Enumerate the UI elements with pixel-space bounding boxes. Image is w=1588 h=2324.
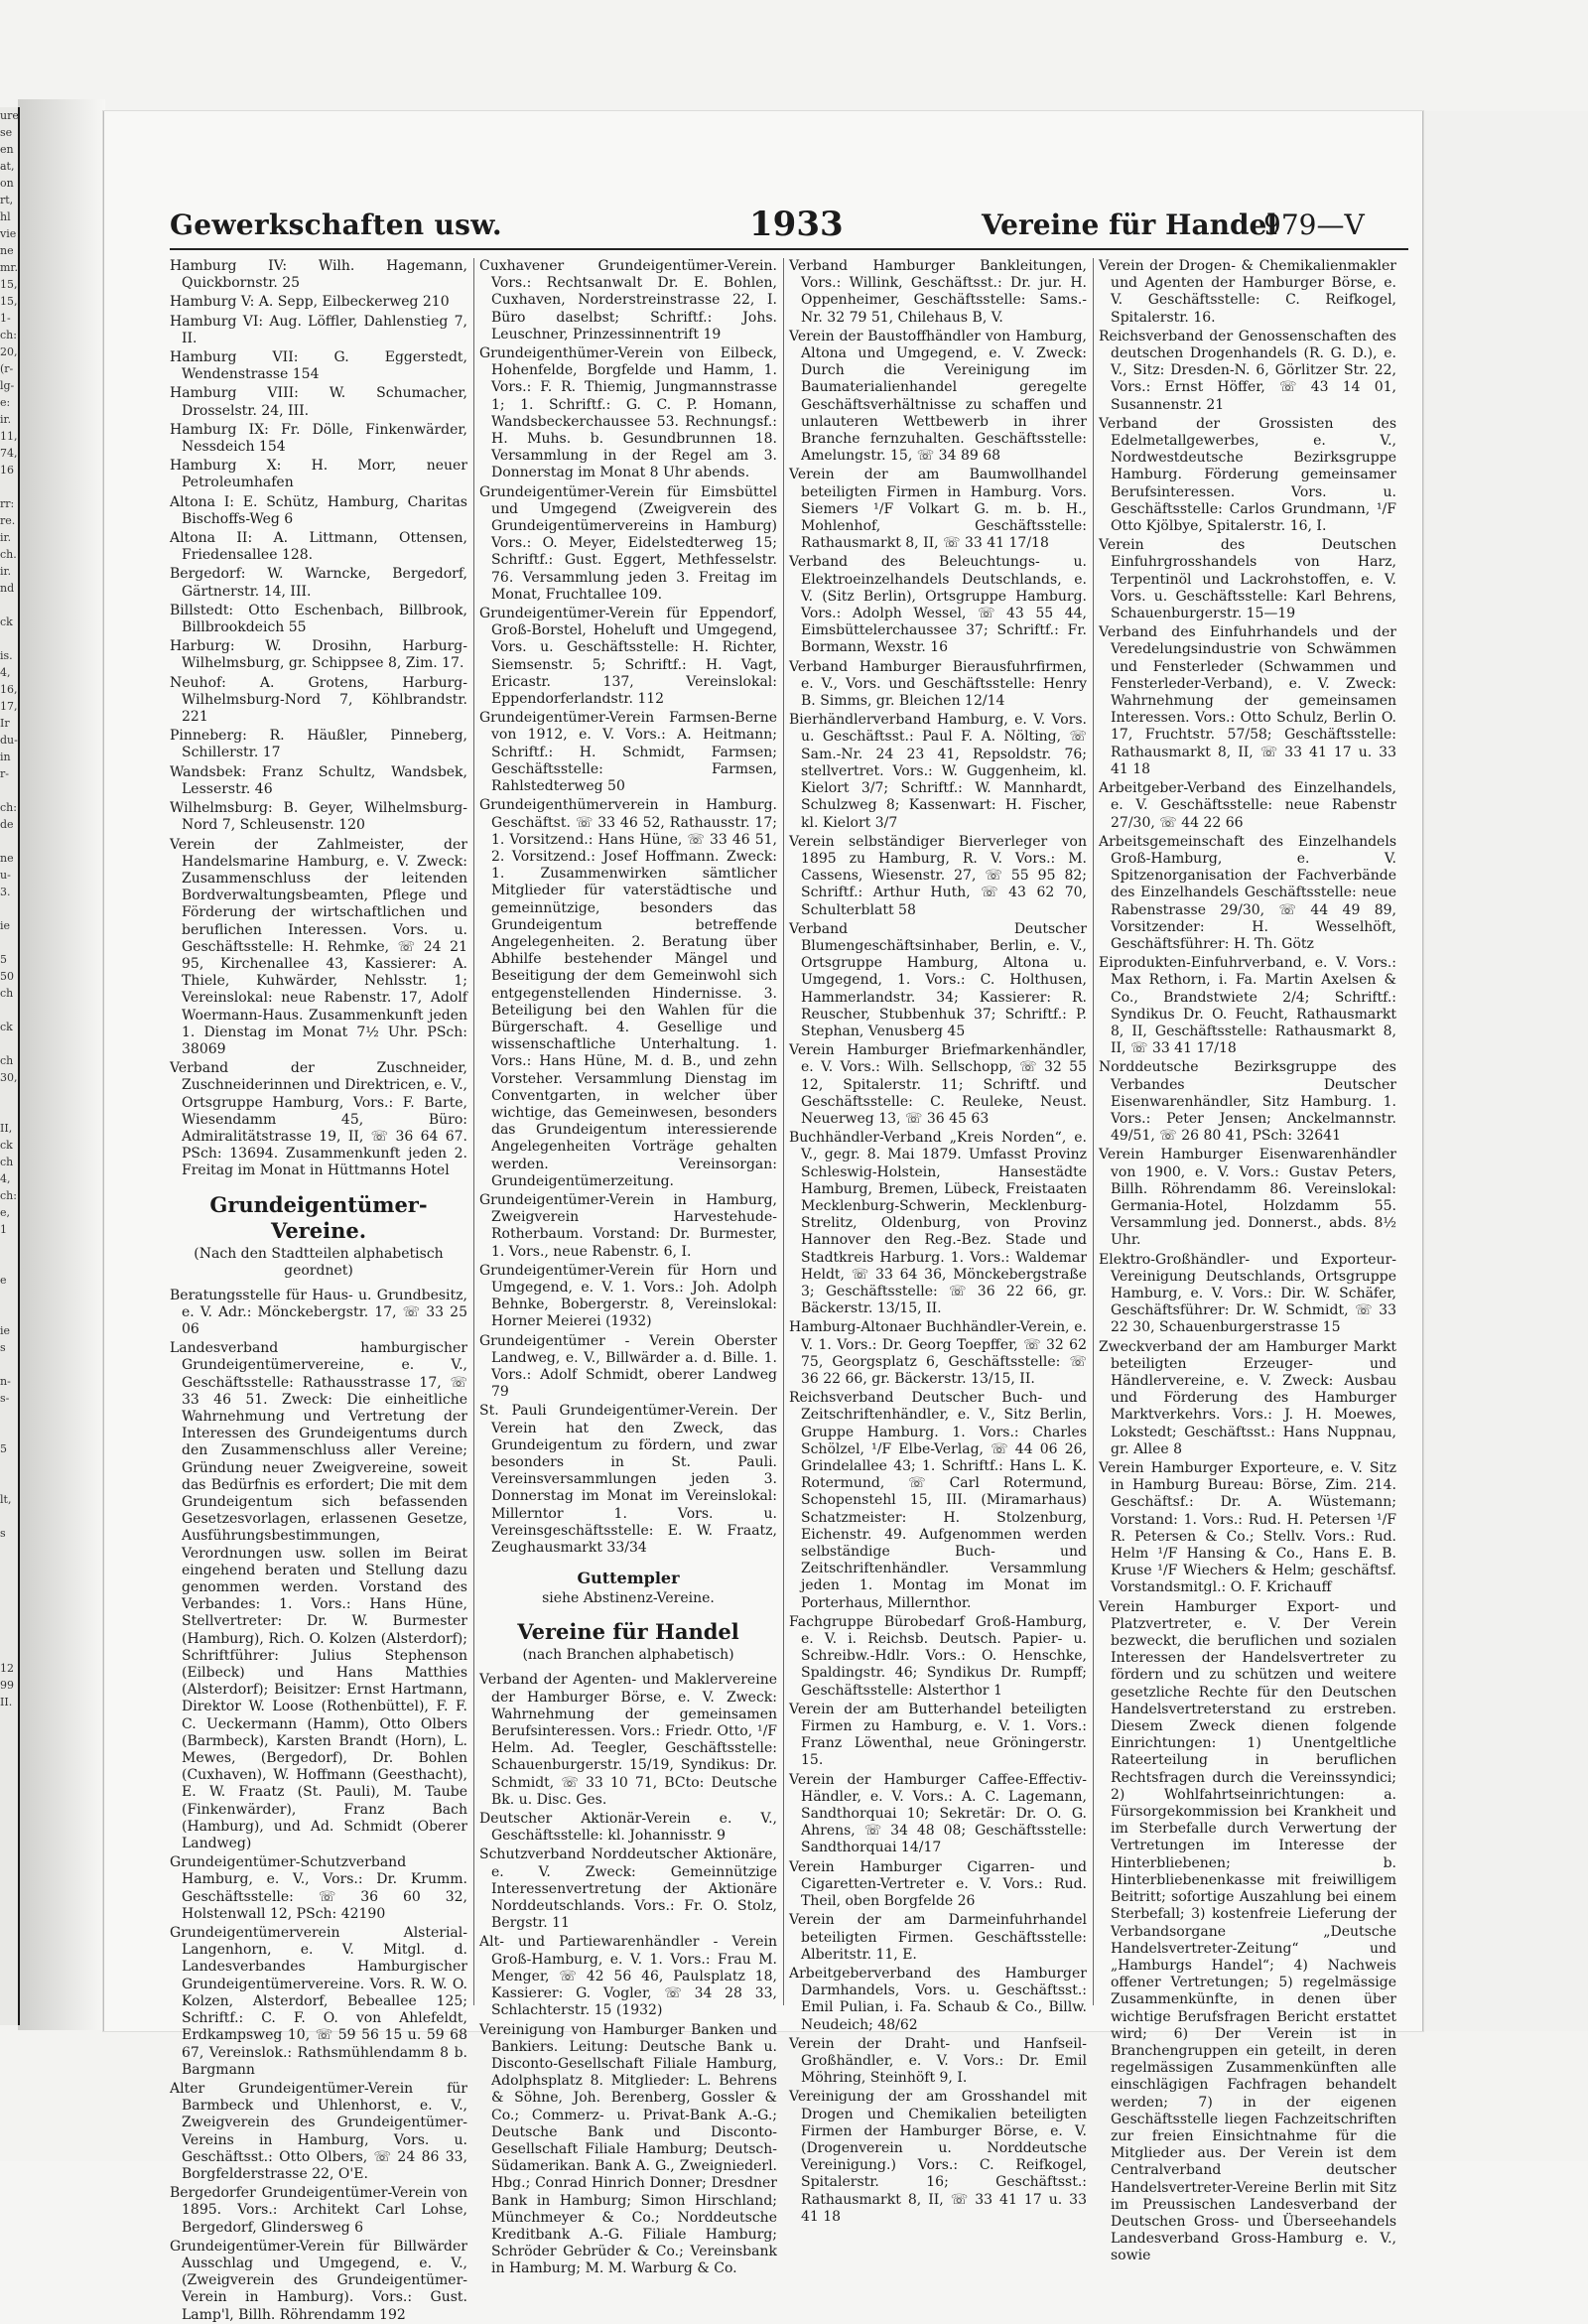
column-3-entries [789, 258, 1087, 2226]
directory-entry: Buchhändler-Verband „Kreis Norden“, e. V., gegr. 8. Mai 1879. Umfasst Provinz Schleswig-Holstein, Hansestädte Hamburg, Bremen, Lübeck, Freistaaten Mecklenburg-Schwerin, Mecklenburg-Strelitz, Oldenburg, von Provinz Hannover den Reg.-Bez. Stade und Stadtkreis Harburg. 1. Vors.: Waldemar Heldt, ☏ 33 64 36, Mönckebergstraße 3; Geschäftsstelle: ☏ 36 22 66, gr. Bäckerstr. 13/15, II. [789, 1130, 1087, 1317]
edge-fragment: 5 [0, 953, 7, 966]
directory-entry: Grundeigentümer-Verein für Billwärder Ausschlag und Umgegend, e. V., (Zweigverein des Grundeigentümer-Verein in Hamburg). Vors.: Gust. Lamp'l, Billh. Röhrendamm 192 [170, 2238, 467, 2323]
edge-fragment: r- [0, 767, 9, 780]
directory-entry: Cuxhavener Grundeigentümer-Verein. Vors.: Rechtsanwalt Dr. E. Bohlen, Cuxhaven, Norderstreinstrasse 22, I. Büro daselbst; Schriftf.: Johs. Leuschner, Prinzessinnentrift 19 [479, 258, 777, 342]
directory-entry: Hamburg-Altonaer Buchhändler-Verein, e. V. 1. Vors.: Dr. Georg Toepffer, ☏ 32 62 75, Georgsplatz 6, Geschäftsstelle: ☏ 36 22 66, gr. Bäckerstr. 13/15, II. [789, 1319, 1087, 1387]
edge-fragment: in [0, 751, 11, 763]
edge-fragment [0, 833, 18, 850]
directory-entry: Verband Hamburger Bankleitungen, Vors.: Willink, Geschäftsst.: Dr. jur. H. Oppenheimer, Geschäftsstelle: Sams.-Nr. 32 79 51, Chilehaus B, V. [789, 258, 1087, 326]
directory-entry: Billstedt: Otto Eschenbach, Billbrook, Billbrookdeich 55 [170, 602, 467, 636]
edge-fragment: 5 [0, 1442, 7, 1455]
directory-entry: Verein Hamburger Exporteure, e. V. Sitz in Hamburg Bureau: Börse, Zim. 214. Geschäftsf.: Dr. A. Wüstemann; Vorstand: 1. Vors.: Rud. H. Petersen ¹/F R. Petersen & Co.; Stellv. Vors.: Rud. Helm ¹/F Hansing & Co., Hans E. B. Kruse ¹/F Wiechers & Helm; geschäftsf. Vorstandsmitgl.: O. F. Krichauff [1099, 1460, 1396, 1596]
edge-fragment: 4, [0, 1172, 11, 1185]
directory-entry: Verein der Baustoffhändler von Hamburg, Altona und Umgegend, e. V. Zweck: Durch die Vereinigung im Baumaterialienhandel geregelte Geschäftsverhältnisse zu schaffen und unlauteren Wettbewerb in ihrer Branche fernzuhalten. Geschäftsstelle: Amelungstr. 15, ☏ 34 89 68 [789, 328, 1087, 465]
edge-fragment: II. [0, 1696, 13, 1709]
edge-fragment: ir. [0, 531, 12, 544]
edge-fragment [0, 934, 18, 951]
edge-fragment: hl [0, 210, 11, 223]
directory-entry: Verband Deutscher Blumengeschäftsinhaber, Berlin, e. V., Ortsgruppe Hamburg, Altona u. Umgegend, 1. Vors.: C. Holthusen, Hammerlandstr. 34; Kassierer: R. Reuscher, Stubbenhuk 37; Schriftf.: P. Stephan, Venusberg 45 [789, 920, 1087, 1039]
directory-entry: Verband der Agenten- und Maklervereine der Hamburger Börse, e. V. Zweck: Wahrnehmung der gemeinsamen Berufsinteressen. Vors.: Friedr. Otto, ¹/F Helm. Ad. Teegler, Geschäftsstelle: Schauenburgerstr. 15/19, Syndikus: Dr. Schmidt, ☏ 33 10 71, BCto: Deutsche Bk. u. Disc. Ges. [479, 1672, 777, 1808]
edge-fragment [0, 1559, 18, 1575]
column-divider [473, 258, 474, 2005]
edge-fragment: ch: [0, 329, 17, 342]
edge-fragment [0, 1474, 18, 1491]
directory-entry: Wandsbek: Franz Schultz, Wandsbek, Lesserstr. 46 [170, 763, 467, 797]
directory-entry: Hamburg IX: Fr. Dölle, Finkenwärder, Nessdeich 154 [170, 421, 467, 456]
column-1-entries [170, 258, 467, 1180]
edge-fragment: II, [0, 1122, 13, 1135]
edge-fragment: ch: [0, 801, 17, 814]
edge-fragment [0, 1086, 18, 1103]
edge-fragment [0, 1305, 18, 1322]
directory-entry: Hamburg VIII: W. Schumacher, Drosselstr. 24, III. [170, 385, 467, 419]
column-4 [1099, 258, 1396, 2264]
edge-fragment: 12 [0, 1662, 14, 1675]
header-year: 1933 [749, 205, 844, 244]
edge-fragment: re. [0, 514, 16, 527]
edge-fragment: s [0, 1527, 6, 1540]
edge-fragment: ch [0, 987, 14, 1000]
directory-entry: Wilhelmsburg: B. Geyer, Wilhelmsburg-Nord 7, Schleusenstr. 120 [170, 800, 467, 834]
directory-entry: Verband des Einfuhrhandels und der Veredelungsindustrie von Schwämmen und Fensterleder (Schwammen und Fensterleder-Verband), e. V. Zweck: Wahrnehmung der gemeinsamen Interessen. Vors.: Otto Schulz, Berlin O. 17, Fruchtstr. 57/58; Geschäftsstelle: Rathausmarkt 8, II, ☏ 33 41 17 u. 33 41 18 [1099, 624, 1396, 777]
edge-fragment [0, 1238, 18, 1255]
directory-entry: Verein der Drogen- & Chemikalienmakler und Agenten der Hamburger Börse, e. V. Geschäftsstelle: C. Reifkogel, Spitalerstr. 16. [1099, 258, 1396, 326]
edge-fragment [0, 1609, 18, 1626]
directory-entry: St. Pauli Grundeigentümer-Verein. Der Verein hat den Zweck, das Grundeigentum zu fördern, und zwar besonders in St. Pauli. Vereinsversammlungen jeden 3. Donnerstag im Monat im Vereinslokal: Millerntor 1. Vors. u. Vereinsgeschäftsstelle: E. W. Fraatz, Zeughausmarkt 33/34 [479, 1403, 777, 1557]
edge-fragment: e [0, 1274, 7, 1287]
directory-entry: Reichsverband der Genossenschaften des deutschen Drogenhandels (R. G. D.), e. V., Sitz: Dresden-N. 6, Görlitzer Str. 22, Vors.: Ernst Höffer, ☏ 43 14 01, Susannenstr. 21 [1099, 328, 1396, 413]
directory-entry: Hamburg VI: Aug. Löffler, Dahlenstieg 7, II. [170, 313, 467, 346]
directory-entry: Alt- und Partiewarenhändler - Verein Groß-Hamburg, e. V. 1. Vors.: Frau M. Menger, ☏ 42 56 46, Paulsplatz 18, Kassierer: G. Vogler, ☏ 34 28 33, Schlachterstr. 15 (1932) [479, 1934, 777, 2019]
directory-entry: Verband der Grossisten des Edelmetallgewerbes, e. V., Nordwestdeutsche Bezirksgruppe Hamburg. Förderung gemeinsamer Berufsinteressen. Vors. u. Geschäftsstelle: Carlos Grundmann, ¹/F Otto Kjölbye, Spitalerstr. 16, I. [1099, 415, 1396, 535]
edge-fragment [0, 782, 18, 799]
directory-entry: Grundeigentümer-Verein in Hamburg, Zweigverein Harvestehude-Rotherbaum. Vorstand: Dr. Burmester, 1. Vors., neue Rabenstr. 6, I. [479, 1191, 777, 1260]
edge-fragment [0, 1356, 18, 1373]
left-page-edge-text [0, 107, 18, 2025]
directory-entry: Grundeigentümer-Verein für Eppendorf, Groß-Borstel, Hoheluft und Umgegend, Vors. u. Geschäftsstelle: H. Richter, Siemsenstr. 5; Schriftf.: H. Vagt, Ericastr. 137, Vereinslokal: Eppendorferlandstr. 112 [479, 606, 777, 708]
directory-entry: Grundeigentümer - Verein Oberster Landweg, e. V., Billwärder a. d. Bille. 1. Vors.: Adolf Schmidt, oberer Landweg 79 [479, 1332, 777, 1401]
directory-entry: Verein der am Darmeinfuhrhandel beteiligten Firmen. Geschäftsstelle: Alberitstr. 11, E. [789, 1912, 1087, 1963]
edge-fragment: ne [0, 852, 14, 865]
right-margin [1421, 111, 1588, 2031]
column-divider [1093, 258, 1094, 2005]
directory-entry: Verein der Zahlmeister, der Handelsmarine Hamburg, e. V. Zweck: Zusammenschluss der leitenden Bordverwaltungsbeamten, Pflege und Förderung der wirtschaftlichen und beruflichen Interessen. Vors. u. Geschäftsstelle: H. Rehmke, ☏ 24 21 95, Kirchenallee 43, Kassierer: A. Thiele, Kuhwärder, Nehlsstr. 1; Vereinslokal: neue Rabenstr. 17, Adolf Woermann-Haus. Zusammenkunft jeden 1. Dienstag im Monat 7½ Uhr. PSch: 38069 [170, 836, 467, 1057]
edge-fragment [0, 597, 18, 614]
edge-fragment [0, 1255, 18, 1272]
guttempler-reference: siehe Abstinenz-Vereine. [542, 1590, 715, 1607]
left-page-edge [0, 107, 20, 2025]
edge-fragment [0, 1035, 18, 1052]
directory-entry: Pinneberg: R. Häußler, Pinneberg, Schillerstr. 17 [170, 728, 467, 761]
edge-fragment: lg- [0, 379, 15, 392]
column-4-entries [1099, 258, 1396, 2265]
directory-entry: Verein Hamburger Cigarren- und Cigaretten-Vertreter e. V. Vors.: Rud. Theil, oben Borgfelde 26 [789, 1858, 1087, 1910]
directory-entry: Deutscher Aktionär-Verein e. V., Geschäftsstelle: kl. Johannisstr. 9 [479, 1811, 777, 1845]
page-number: 979—V [1263, 208, 1365, 241]
directory-entry: Bergedorfer Grundeigentümer-Verein von 1895. Vors.: Architekt Carl Lohse, Bergedorf, Glindersweg 6 [170, 2185, 467, 2236]
column-2-entries [479, 258, 777, 1557]
edge-fragment: 1- [0, 312, 11, 325]
directory-entry: Verein der Draht- und Hanfseil-Großhändler, e. V. Vors.: Dr. Emil Möhring, Steinhöft 9, I. [789, 2035, 1087, 2087]
column-3 [789, 258, 1087, 2225]
edge-fragment [0, 1457, 18, 1474]
directory-entry: Arbeitgeberverband des Hamburger Darmhandels, Vors. u. Geschäftsst.: Emil Pulian, i. Fa. Schaub & Co., Billw. Neudeich; 48/62 [789, 1965, 1087, 2033]
page-gutter-shadow [18, 99, 105, 2030]
edge-fragment: ck [0, 1139, 13, 1152]
directory-entry: Verband Hamburger Bierausfuhrfirmen, e. V., Vors. und Geschäftsstelle: Henry B. Simms, gr. Bleichen 12/14 [789, 658, 1087, 710]
directory-entry: Fachgruppe Bürobedarf Groß-Hamburg, e. V. i. Reichsb. Deutsch. Papier- u. Schreibw.-Hdlr. Vors.: O. Henschke, Spaldingstr. 46; Syndikus Dr. Rumpff; Geschäftsstelle: Alsterthor 1 [789, 1613, 1087, 1699]
directory-entry: Grundeigenthümerverein in Hamburg. Geschäftst. ☏ 33 46 52, Rathausstr. 17; 1. Vorsitzend.: Hans Hüne, ☏ 33 46 51, 2. Vorsitzend.: Josef Hoffmann. Zweck: 1. Zusammenwirken sämtlicher Mitglieder für vaterstädtische und gemeinnützige, besonders das Grundeigentum betreffende Angelegenheiten. 2. Beratung über Abhilfe bestehender Mängel und Beseitigung der dem Gemeinwohl sich entgegenstellenden Hindernisse. 3. Beteiligung bei den Wahlen für die Bürgerschaft. 4. Gesellige und wissenschaftliche Unterhaltung. 1. Vors.: Hans Hüne, M. d. B., und zehn Vorsteher. Versammlung Dienstag im Conventgarten, in welcher über wichtige, das Gemeinwesen, besonders das Grundeigentum interessierende Angelegenheiten Vorträge gehalten werden. Vereinsorgan: Grundeigentümerzeitung. [479, 797, 777, 1189]
edge-fragment: vie [0, 227, 17, 240]
edge-fragment: 15, [0, 295, 18, 308]
directory-entry: Altona II: A. Littmann, Ottensen, Friedensallee 128. [170, 530, 467, 564]
edge-fragment: ie [0, 919, 11, 932]
edge-fragment [0, 1407, 18, 1424]
directory-entry: Verein Hamburger Briefmarkenhändler, e. V. Vors.: Wilh. Sellschopp, ☏ 32 55 12, Spitalerstr. 11; Schriftf. und Geschäftsstelle: C. Reuleke, Neust. Neuerweg 13, ☏ 36 45 63 [789, 1042, 1087, 1127]
edge-fragment: n- [0, 1375, 11, 1388]
section-subtitle-grundeigentuemer: (Nach den Stadtteilen alphabetisch geordnet) [194, 1245, 444, 1279]
section-title-handel: Vereine für Handel [517, 1619, 739, 1645]
directory-entry: Grundeigentümer-Verein für Horn und Umgegend, e. V. 1. Vors.: Joh. Adolph Behnke, Bobergerstr. 8, Vereinslokal: Horner Meierei (1932) [479, 1262, 777, 1330]
edge-fragment: 3. [0, 886, 11, 898]
directory-entry: Vereinigung von Hamburger Banken und Bankiers. Leitung: Deutsche Bank u. Disconto-Gesellschaft Filiale Hamburg, Adolphsplatz 8. Mitglieder: L. Behrens & Söhne, Joh. Berenberg, Gossler & Co.; Commerz- u. Privat-Bank A.-G.; Deutsche Bank und Disconto-Gesellschaft Filiale Hamburg; Deutsch-Südamerikan. Bank A. G., Zweigniederl. Hbg.; Conrad Hinrich Donner; Dresdner Bank in Hamburg; Simon Hirschland; Münchmeyer & Co.; Norddeutsche Kreditbank A.-G. Filiale Hamburg; Schröder Gebrüder & Co.; Vereinsbank in Hamburg; M. M. Warburg & Co. [479, 2021, 777, 2277]
edge-fragment: 30, [0, 1071, 18, 1084]
column-2-handel-entries [479, 1672, 777, 2277]
edge-fragment: se [0, 126, 13, 139]
edge-fragment: rt, [0, 194, 14, 206]
directory-entry: Reichsverband Deutscher Buch- und Zeitschriftenhändler, e. V., Sitz Berlin, Gruppe Hamburg. 1. Vors.: Charles Schölzel, ¹/F Elbe-Verlag, ☏ 44 06 26, Grindelallee 43; 1. Schriftf.: Hans L. K. Rotermund, ☏ Carl Rotermund, Schopenstehl 15, III. (Miramarhaus) Schatzmeister: H. Stolzenburg, Eichenstr. 49. Aufgenommen werden selbständige Buch- und Zeitschriftenhändler. Versammlung jeden 1. Montag im Monat im Porterhaus, Millernthor. [789, 1390, 1087, 1611]
directory-entry: Hamburg V: A. Sepp, Eilbeckerweg 210 [170, 294, 450, 311]
section-title-guttempler: Guttempler [577, 1569, 680, 1588]
edge-fragment [0, 1626, 18, 1643]
directory-entry: Verein Hamburger Export- und Platzvertreter, e. V. Der Verein bezweckt, die beruflichen und sozialen Interessen der Handelsvertreter zu fördern und zu schützen und weitere gesetzliche Rechte für den Deutschen Handelsvertreterstand zu erstreben. Diesem Zweck dienen folgende Einrichtungen: 1) Unentgeltliche Rateerteilung in beruflichen Rechtsfragen durch die Vereinssyndici; 2) Wohlfahrtseinrichtungen: a. Fürsorgekommission bei Krankheit und im Sterbefalle durch Verwertung der Vertretungen im Interesse der Hinterbliebenen; b. Hinterbliebenenkasse mit freiwilligem Beitritt; sofortige Auszahlung bei einem Sterbefall; 3) kostenfreie Lieferung der Verbandsorgane „Deutsche Handelsvertreter-Zeitung“ und „Hamburgs Handel“; 4) Nachweis offener Vertretungen; 5) regelmässige Zusammenkünfte, in denen über wichtige Berufsfragen Bericht erstattet wird; 6) Der Verein ist in Branchengruppen ein geteilt, in deren regelmässigen Zusammenkünften alle einschlägigen Fachfragen behandelt werden; 7) in der eigenen Geschäftsstelle liegen Fachzeitschriften zur freien Einsichtnahme für die Mitglieder aus. Der Verein ist dem Centralverband deutscher Handelsvertreter-Vereine Berlin mit Sitz im Preussischen Landesverband der Deutschen Gross- und Überseehandels Landesverband Gross-Hamburg e. V., sowie [1099, 1598, 1396, 2264]
directory-entry: Alter Grundeigentümer-Verein für Barmbeck und Uhlenhorst, e. V., Zweigverein des Grundeigentümer-Vereins in Hamburg, Vors. u. Geschäftsst.: Otto Olbers, ☏ 24 86 33, Borgfelderstrasse 22, O'E. [170, 2080, 467, 2182]
edge-fragment [0, 1103, 18, 1120]
edge-fragment [0, 1002, 18, 1019]
edge-fragment: Ir [0, 717, 10, 730]
directory-entry: Eiprodukten-Einfuhrverband, e. V. Vors.: Max Rethorn, i. Fa. Martin Axelsen & Co., Brandstwiete 2/4; Schriftf.: Syndikus Dr. O. Feucht, Rathausmarkt 8, II, Geschäftsstelle: Rathausmarkt 8, II, ☏ 33 41 17/18 [1099, 955, 1396, 1057]
directory-entry: Vereinigung der am Grosshandel mit Drogen und Chemikalien beteiligten Firmen der Hamburger Börse, e. V. (Drogenverein u. Norddeutsche Vereinigung.) Vors.: C. Reifkogel, Spitalerstr. 16; Geschäftsst.: Rathausmarkt 8, II, ☏ 33 41 17 u. 33 41 18 [789, 2089, 1087, 2225]
directory-entry: Arbeitgeber-Verband des Einzelhandels, e. V. Geschäftsstelle: neue Rabenstr 27/30, ☏ 44 22 66 [1099, 780, 1396, 831]
directory-entry: Norddeutsche Bezirksgruppe des Verbandes Deutscher Eisenwarenhändler, Sitz Hamburg. 1. Vors.: Peter Jensen; Anckelmannstr. 49/51, ☏ 26 80 41, PSch: 32641 [1099, 1059, 1396, 1145]
directory-entry: Bierhändlerverband Hamburg, e. V. Vors. u. Geschäftsst.: Paul F. A. Nölting, ☏ Sam.-Nr. 24 23 41, Repsoldstr. 76; stellvertret. Vors.: W. Guggenheim, kl. Kielort 3/7; Schriftf.: W. Mannhardt, Schulzweg 8; Kassenwart: H. Fischer, kl. Kielort 3/7 [789, 712, 1087, 831]
edge-fragment [0, 900, 18, 917]
directory-entry: Neuhof: A. Grotens, Harburg-Wilhelmsburg-Nord 7, Köhlbrandstr. 221 [170, 674, 467, 726]
edge-fragment: en [0, 143, 14, 156]
edge-fragment: at, [0, 160, 15, 173]
header-section-left: Gewerkschaften usw. [170, 208, 502, 241]
edge-fragment: mr. [0, 261, 18, 274]
edge-fragment [0, 1542, 18, 1559]
edge-fragment [0, 478, 18, 495]
directory-entry: Verein der Hamburger Caffee-Effectiv-Händler, e. V. Vors.: A. C. Lagemann, Sandthorquai 10; Sekretär: Dr. O. G. Ahrens, ☏ 34 48 08; Geschäftsstelle: Sandthorquai 14/17 [789, 1771, 1087, 1856]
directory-entry: Grundeigenthümer-Verein von Eilbeck, Hohenfelde, Borgfelde und Hamm, 1. Vors.: F. R. Thiemig, Jungmannstrasse 1; 1. Schriftf.: G. C. P. Homann, Wandsbeckerchaussee 53. Rechnungsf.: H. Muhs. b. Gesundbrunnen 18. Versammlung in der Regel am 3. Donnerstag im Monat 8 Uhr abends. [479, 345, 777, 481]
edge-fragment: ck [0, 1021, 13, 1033]
directory-entry: Verband des Beleuchtungs- u. Elektroeinzelhandels Deutschlands, e. V. (Sitz Berlin), Ortsgruppe Hamburg. Vors.: Adolph Wessel, ☏ 43 55 44, Eimsbüttelerchaussee 37; Schriftf.: Fr. Bormann, Wexstr. 16 [789, 554, 1087, 656]
edge-fragment [0, 1575, 18, 1592]
edge-fragment: lt, [0, 1493, 12, 1506]
edge-fragment: s [0, 1341, 6, 1354]
directory-entry: Verein der am Baumwollhandel beteiligten Firmen in Hamburg. Vors. Siemers ¹/F Volkart G. m. b. H., Mohlenhof, Geschäftsstelle: Rathausmarkt 8, II, ☏ 33 41 17/18 [789, 467, 1087, 552]
column-1-grund-entries [170, 1288, 467, 2324]
directory-entry: Verband der Zuschneider, Zuschneiderinnen und Direktricen, e. V., Ortsgruppe Hamburg, Vors.: F. Barte, Wiesendamm 45, Büro: Admiralitätstrasse 19, II, ☏ 36 64 67. PSch: 13694. Zusammenkunft jeden 2. Freitag im Monat in Hüttmanns Hotel [170, 1060, 467, 1179]
edge-fragment: ir. [0, 413, 12, 426]
edge-fragment: 11, [0, 430, 18, 443]
edge-fragment: u- [0, 869, 11, 882]
edge-fragment: ch: [0, 1189, 17, 1202]
section-subtitle-handel: (nach Branchen alphabetisch) [522, 1647, 734, 1664]
header-rule [170, 248, 1408, 250]
edge-fragment: rr: [0, 497, 15, 510]
edge-fragment: on [0, 177, 14, 190]
edge-fragment: 17, [0, 700, 18, 713]
page [103, 111, 1423, 2323]
edge-fragment [0, 1643, 18, 1660]
directory-entry: Verein des Deutschen Einfuhrgrosshandels von Harz, Terpentinöl und Lackrohstoffen, e. V. Vors. u. Geschäftsstelle: Karl Behrens, Schauenburgerstr. 15—19 [1099, 537, 1396, 622]
directory-entry: Hamburg IV: Wilh. Hagemann, Quickbornstr. 25 [170, 258, 467, 292]
directory-entry: Verein der am Butterhandel beteiligten Firmen zu Hamburg, e. V. 1. Vors.: Franz Löwenthal, neue Gröningerstr. 15. [789, 1701, 1087, 1769]
edge-fragment [0, 1424, 18, 1440]
edge-fragment: du- [0, 734, 18, 747]
edge-fragment: ck [0, 615, 13, 628]
edge-fragment: nd [0, 582, 15, 595]
edge-fragment: ch [0, 1054, 14, 1067]
header-section-right: Vereine für Handel [982, 208, 1277, 241]
directory-entry: Zweckverband der am Hamburger Markt beteiligten Erzeuger- und Händlervereine, e. V. Zweck: Ausbau und Förderung des Hamburger Marktverkehrs. Vors.: J. H. Moewes, Lokstedt; Geschäftsst.: Hans Nuppnau, gr. Allee 8 [1099, 1338, 1396, 1457]
directory-entry: Verein selbständiger Bierverleger von 1895 zu Hamburg, R. V. Vors.: M. Cassens, Wiesenstr. 27, ☏ 55 95 82; Schriftf.: Arthur Huth, ☏ 43 62 70, Schulterblatt 58 [789, 833, 1087, 918]
edge-fragment [0, 630, 18, 647]
edge-fragment: ure [0, 109, 19, 122]
directory-entry: Grundeigentümer-Schutzverband Hamburg, e. V., Vors.: Dr. Krumm. Geschäftsstelle: ☏ 36 60 32, Holstenwall 12, PSch: 42190 [170, 1854, 467, 1922]
directory-entry: Landesverband hamburgischer Grundeigentümervereine, e. V., Geschäftsstelle: Rathausstrasse 17, ☏ 33 46 51. Zweck: Die einheitliche Wahrnehmung und Vertretung der Interessen des Grundeigentums durch den Zusammenschluss aller Vereine; Gründung neuer Zweigvereine, soweit das Bedürfnis es erfordert; Die mit dem Grundeigentum sich befassenden Gesetzesvorlagen, erlassenen Gesetze, Ausführungsbestimmungen, Verordnungen usw. sollen im Beirat eingehend beraten und Stellung dazu genommen werden. Vorstand des Verbandes: 1. Vors.: Hans Hüne, Stellvertreter: Dr. W. Burmester (Hamburg), Rich. O. Kolzen (Alsterdorf); Schriftführer: Julius Stephenson (Eilbeck) und Hans Matthies (Alsterdorf); Beisitzer: Ernst Hartmann, Direktor W. Loose (Rothenbüttel), F. F. C. Ueckermann (Hamm), Otto Olbers (Barmbeck), Karsten Brandt (Horn), L. Mewes, (Bergedorf), Dr. Bohlen (Cuxhaven), W. Hoffmann (Geesthacht), E. W. Fraatz (St. Pauli), M. Taube (Finkenwärder), Franz Bach (Hamburg), und Ad. Schmidt (Oberer Landweg) [170, 1340, 467, 1852]
edge-fragment: ch [0, 1156, 14, 1168]
directory-entry: Altona I: E. Schütz, Hamburg, Charitas Bischoffs-Weg 6 [170, 493, 467, 527]
edge-fragment: is. [0, 649, 13, 662]
edge-fragment [0, 1592, 18, 1609]
edge-fragment: 4, [0, 666, 11, 679]
directory-entry: Hamburg X: H. Morr, neuer Petroleumhafen [170, 458, 467, 491]
directory-entry: Schutzverband Norddeutscher Aktionäre, e. V. Zweck: Gemeinnützige Interessenvertretung der Aktionäre Norddeutschlands. Vors.: Fr. O. Stolz, Bergstr. 11 [479, 1846, 777, 1932]
edge-fragment: e, [0, 1206, 11, 1219]
edge-fragment: ir. [0, 565, 12, 578]
directory-entry: Verein Hamburger Eisenwarenhändler von 1900, e. V. Vors.: Gustav Peters, Billh. Röhrendamm 86. Vereinslokal: Germania-Hotel, Holzdamm 55. Versammlung jed. Donnerst., abds. 8½ Uhr. [1099, 1147, 1396, 1249]
directory-entry: Grundeigentümer-Verein für Eimsbüttel und Umgegend (Zweigverein des Grundeigentümervereins in Hamburg) Vors.: O. Meyer, Eidelstedterweg 15; Schriftf.: Gust. Eggert, Methfesselstr. 76. Versammlung jeden 3. Freitag im Monat, Fruchtallee 109. [479, 483, 777, 603]
directory-entry: Grundeigentümer-Verein Farmsen-Berne von 1912, e. V. Vors.: A. Heitmann; Schriftf.: H. Schmidt, Farmsen; Geschäftsstelle: Farmsen, Rahlstedterweg 50 [479, 710, 777, 795]
edge-fragment: de [0, 818, 14, 831]
edge-fragment: 1 [0, 1223, 7, 1236]
directory-entry: Harburg: W. Drosihn, Harburg-Wilhelmsburg, gr. Schippsee 8, Zim. 17. [170, 638, 467, 672]
edge-fragment [0, 1289, 18, 1305]
directory-entry: Hamburg VII: G. Eggerstedt, Wendenstrasse 154 [170, 349, 467, 383]
edge-fragment: 74, [0, 447, 18, 460]
edge-fragment: e: [0, 396, 11, 409]
running-header [170, 203, 1410, 242]
edge-fragment: 16, [0, 683, 18, 696]
directory-entry: Grundeigentümerverein Alsterial-Langenhorn, e. V. Mitgl. d. Landesverbandes Hamburgischer Grundeigentümervereine. Vors. R. W. O. Kolzen, Alsterdorf, Bebeallee 125; Schriftf.: C. F. O. von Ahlefeldt, Erdkampsweg 10, ☏ 59 56 15 u. 59 68 67, Vereinslok.: Rathsmühlendamm 8 b. Bargmann [170, 1925, 467, 2078]
directory-entry: Arbeitsgemeinschaft des Einzelhandels Groß-Hamburg, e. V. Spitzenorganisation der Fachverbände des Einzelhandels Geschäftsstelle: neue Rabenstrasse 29/30, ☏ 44 49 89, Vorsitzender: H. Wesselhöft, Geschäftsführer: H. Th. Götz [1099, 833, 1396, 952]
column-divider [783, 258, 784, 2005]
section-title-grundeigentuemer: Grundeigentümer-Vereine. [209, 1191, 428, 1243]
edge-fragment: ne [0, 244, 14, 257]
directory-entry: Elektro-Großhändler- und Exporteur-Vereinigung Deutschlands, Ortsgruppe Hamburg, e. V. Vors.: Dir. W. Schäfer, Geschäftsführer: Dr. W. Schmidt, ☏ 33 22 30, Schauenburgerstrasse 15 [1099, 1251, 1396, 1336]
edge-fragment: 50 [0, 970, 14, 983]
edge-fragment: 99 [0, 1679, 14, 1692]
edge-fragment: ie [0, 1324, 11, 1337]
edge-fragment: s- [0, 1392, 10, 1405]
edge-fragment: (r- [0, 362, 14, 375]
edge-fragment: ch. [0, 548, 17, 561]
directory-entry: Bergedorf: W. Warncke, Bergedorf, Gärtnerstr. 14, III. [170, 566, 467, 600]
edge-fragment [0, 1508, 18, 1525]
column-2 [479, 258, 777, 2277]
directory-entry: Beratungsstelle für Haus- u. Grundbesitz, e. V. Adr.: Mönckebergstr. 17, ☏ 33 25 06 [170, 1287, 467, 1337]
edge-fragment: 20, [0, 345, 18, 358]
edge-fragment: 15, [0, 278, 18, 291]
column-1 [170, 258, 467, 2323]
edge-fragment: 16 [0, 464, 14, 477]
